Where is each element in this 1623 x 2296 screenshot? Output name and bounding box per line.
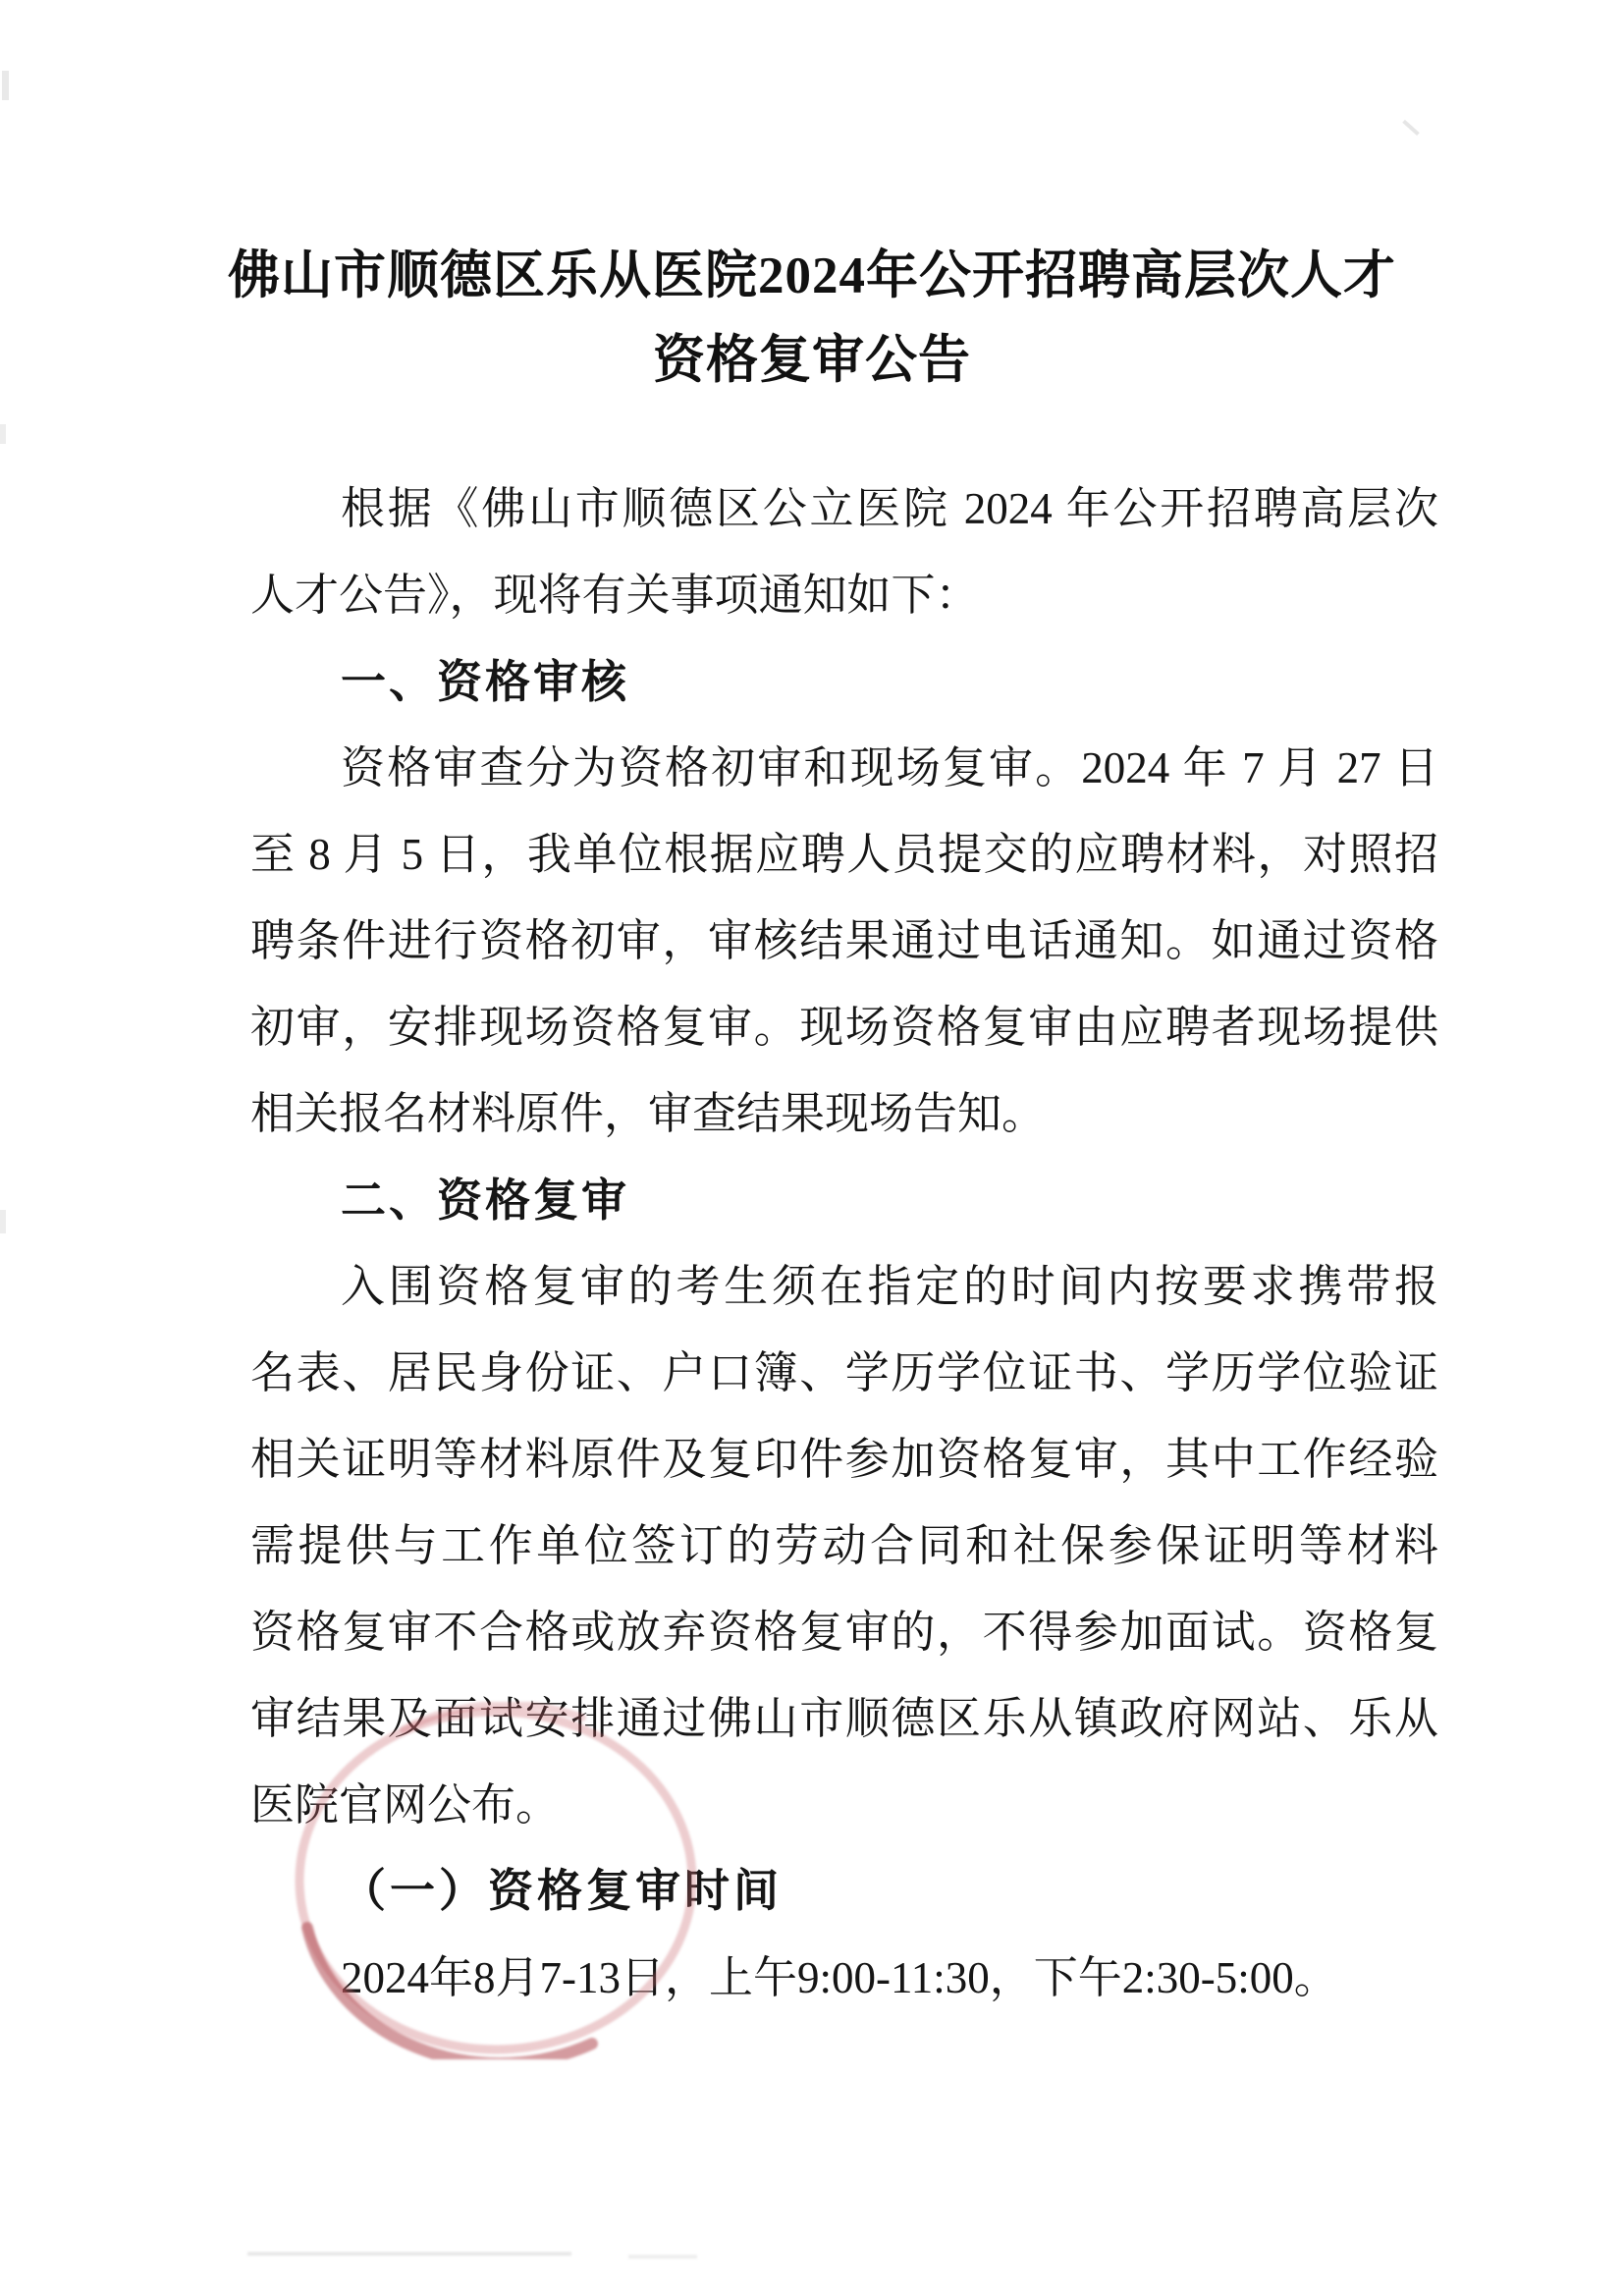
- section2-line: 资格复审不合格或放弃资格复审的，不得参加面试。资格复: [250, 1608, 1438, 1657]
- section2-line: 名表、居民身份证、户口簿、学历学位证书、学历学位验证: [250, 1348, 1438, 1397]
- section1-line: 相关报名材料原件，审查结果现场告知。: [250, 1089, 1047, 1138]
- section2-line: 需提供与工作单位签订的劳动合同和社保参保证明等材料: [250, 1521, 1438, 1570]
- scan-artifact: [247, 2252, 571, 2256]
- scan-artifact: [628, 2255, 697, 2259]
- subsection-heading: （一）资格复审时间: [341, 1866, 783, 1916]
- section1-line: 资格审查分为资格初审和现场复审。2024 年 7 月 27 日: [341, 743, 1438, 793]
- section2-line: 入围资格复审的考生须在指定的时间内按要求携带报: [341, 1262, 1438, 1311]
- scan-artifact: [1402, 120, 1420, 136]
- section1-line: 初审，安排现场资格复审。现场资格复审由应聘者现场提供: [250, 1003, 1438, 1052]
- section2-line: 医院官网公布。: [250, 1780, 561, 1830]
- scan-artifact: [2, 71, 9, 100]
- schedule-line: 2024年8月7-13日，上午9:00-11:30，下午2:30-5:00。: [341, 1953, 1338, 2002]
- intro-line: 人才公告》，现将有关事项通知如下：: [250, 571, 980, 620]
- title-line-1: 佛山市顺德区乐从医院2024年公开招聘高层次人才: [228, 247, 1396, 304]
- section2-line: 审结果及面试安排通过佛山市顺德区乐从镇政府网站、乐从: [250, 1694, 1438, 1743]
- intro-line: 根据《佛山市顺德区公立医院 2024 年公开招聘高层次: [341, 484, 1438, 533]
- scan-artifact: [0, 424, 6, 444]
- section1-line: 至 8 月 5 日，我单位根据应聘人员提交的应聘材料，对照招: [250, 830, 1438, 879]
- scan-artifact: [0, 1210, 6, 1233]
- document-body: [250, 465, 1438, 2021]
- section1-line: 聘条件进行资格初审，审核结果通过电话通知。如通过资格: [250, 916, 1438, 965]
- section2-heading: 二、资格复审: [341, 1175, 629, 1226]
- title-line-2: 资格复审公告: [653, 332, 971, 389]
- section2-line: 相关证明等材料原件及复印件参加资格复审，其中工作经验: [250, 1435, 1438, 1484]
- section1-heading: 一、资格审核: [341, 656, 629, 707]
- document-title: [218, 234, 1406, 403]
